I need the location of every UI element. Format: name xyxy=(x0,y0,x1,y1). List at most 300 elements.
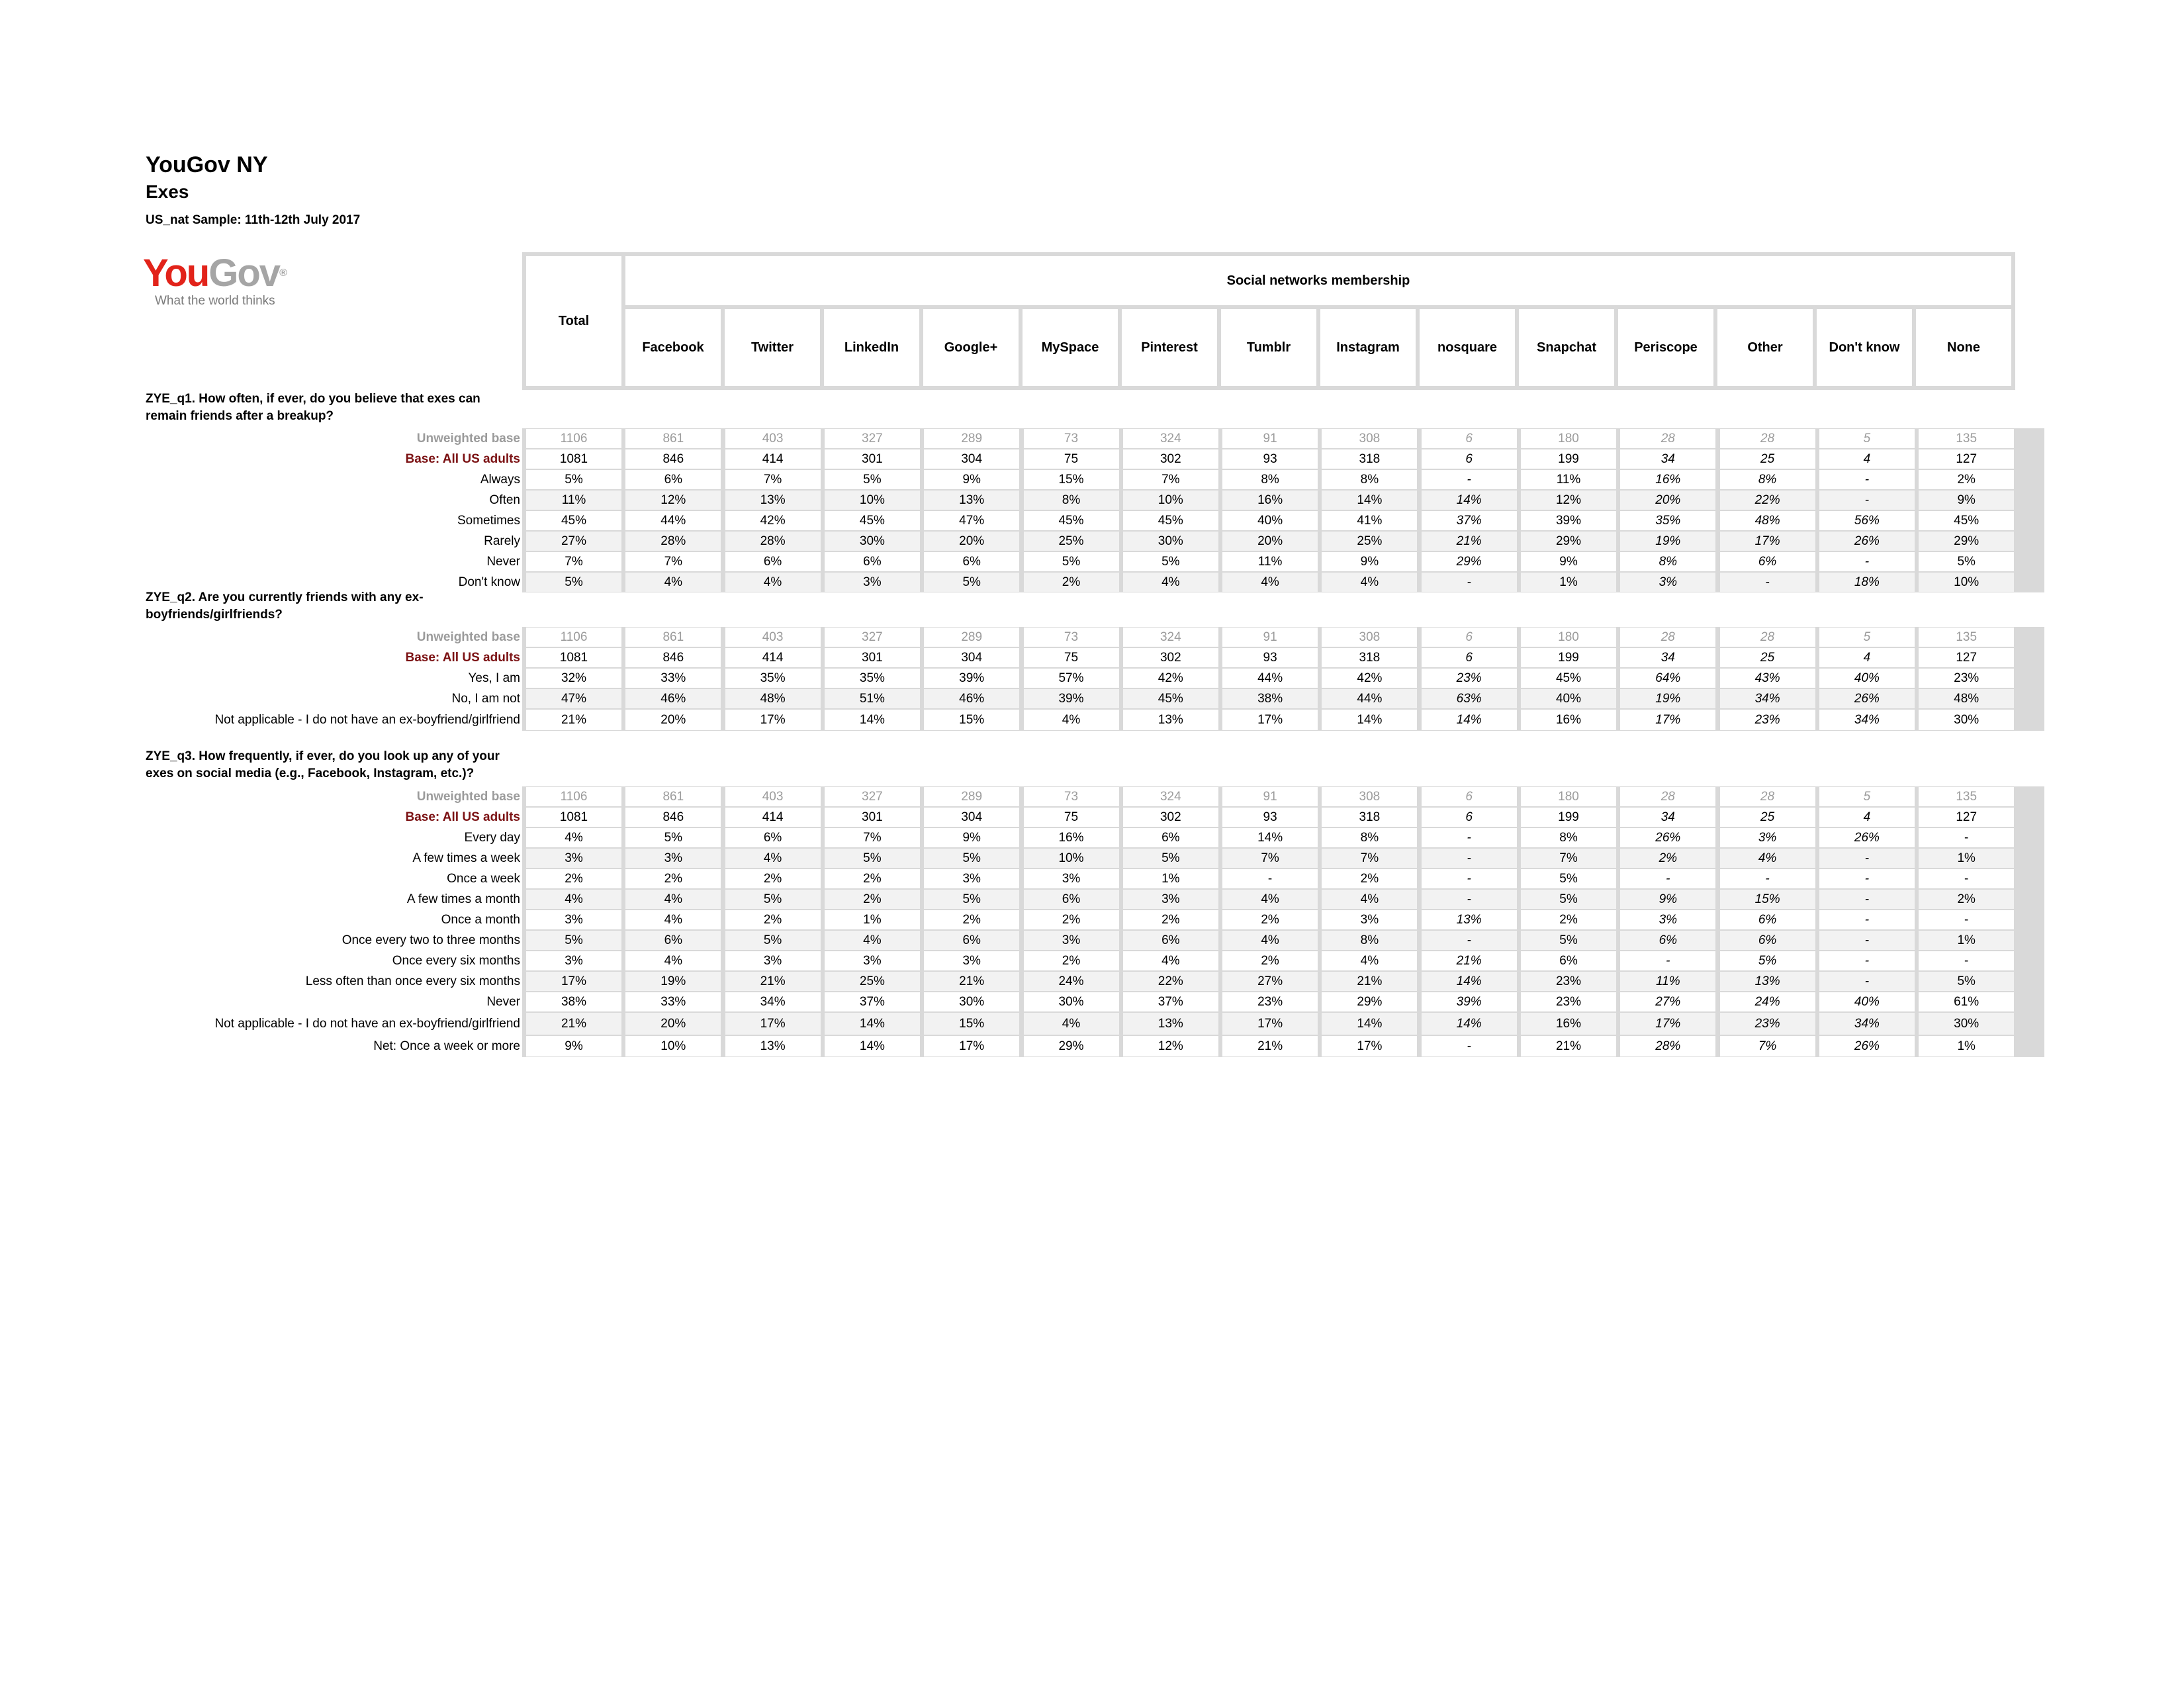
table-cell: 8% xyxy=(1222,470,1318,489)
table-cell: - xyxy=(1819,470,1915,489)
table-cell: 10% xyxy=(1123,491,1218,510)
table-cell: 2% xyxy=(1024,951,1119,970)
table-cell: 2% xyxy=(1322,869,1417,888)
table-cell: 289 xyxy=(924,628,1019,647)
table-cell: 10% xyxy=(625,1036,721,1056)
row-label: Never xyxy=(486,555,520,569)
table-cell: 3% xyxy=(1024,931,1119,950)
table-cell: 30% xyxy=(1919,1013,2014,1035)
table-cell: 27% xyxy=(1620,992,1715,1011)
row-label: Not applicable - I do not have an ex-boyfriend/girlfriend xyxy=(214,713,520,727)
table-cell: 5% xyxy=(526,470,621,489)
table-cell: 4% xyxy=(1024,1013,1119,1035)
row-label: Once every six months xyxy=(392,954,520,968)
table-cell: 6 xyxy=(1422,648,1517,667)
table-cell: 4% xyxy=(1123,951,1218,970)
table-cell: 8% xyxy=(1322,470,1417,489)
table-cell: 5% xyxy=(1720,951,1815,970)
logo-tagline: What the world thinks xyxy=(155,294,275,308)
column-header: None xyxy=(1916,309,2011,386)
table-cell: - xyxy=(1222,869,1318,888)
table-cell: - xyxy=(1620,951,1715,970)
table-cell: 2% xyxy=(1024,910,1119,929)
table-cell: 7% xyxy=(725,470,821,489)
row-label: Base: All US adults xyxy=(405,651,520,665)
row-label: Once a month xyxy=(441,913,520,927)
table-cell: 4% xyxy=(625,910,721,929)
table-cell: 6% xyxy=(625,470,721,489)
table-cell: 42% xyxy=(1322,669,1417,688)
table-cell: 403 xyxy=(725,787,821,806)
table-cell: 39% xyxy=(1422,992,1517,1011)
table-cell: 304 xyxy=(924,808,1019,827)
table-cell: 38% xyxy=(1222,689,1318,708)
table-cell: 4% xyxy=(1322,573,1417,592)
table-cell: 34% xyxy=(725,992,821,1011)
row-label: Unweighted base xyxy=(416,790,520,804)
table-cell: 35% xyxy=(825,669,920,688)
table-cell: 91 xyxy=(1222,787,1318,806)
table-cell: 135 xyxy=(1919,429,2014,448)
table-cell: 324 xyxy=(1123,429,1218,448)
table-cell: - xyxy=(1819,910,1915,929)
table-cell: 28% xyxy=(625,532,721,551)
table-cell: 15% xyxy=(924,1013,1019,1035)
table-cell: 199 xyxy=(1521,808,1616,827)
table-cell: 22% xyxy=(1123,972,1218,991)
table-cell: 29% xyxy=(1322,992,1417,1011)
table-cell: 861 xyxy=(625,787,721,806)
table-cell: - xyxy=(1422,931,1517,950)
table-cell: 5 xyxy=(1819,429,1915,448)
table-cell: 3% xyxy=(924,869,1019,888)
table-cell: 14% xyxy=(1422,710,1517,730)
table-cell: 2% xyxy=(825,869,920,888)
row-label: Rarely xyxy=(484,534,520,548)
table-cell: 2% xyxy=(1521,910,1616,929)
table-cell: 75 xyxy=(1024,449,1119,469)
table-cell: 3% xyxy=(725,951,821,970)
table-cell: 1106 xyxy=(526,628,621,647)
table-cell: 56% xyxy=(1819,511,1915,530)
table-cell: 28 xyxy=(1720,429,1815,448)
table-cell: 2% xyxy=(1222,910,1318,929)
table-cell: 846 xyxy=(625,449,721,469)
table-cell: 26% xyxy=(1819,828,1915,847)
table-cell: 40% xyxy=(1819,669,1915,688)
table-cell: 14% xyxy=(1322,1013,1417,1035)
table-cell: 34 xyxy=(1620,449,1715,469)
table-cell: 13% xyxy=(924,491,1019,510)
table-cell: 45% xyxy=(526,511,621,530)
table-cell: 327 xyxy=(825,429,920,448)
table-cell: 39% xyxy=(1521,511,1616,530)
table-cell: 6% xyxy=(725,828,821,847)
table-cell: - xyxy=(1819,491,1915,510)
table-cell: 3% xyxy=(1322,910,1417,929)
table-cell: 41% xyxy=(1322,511,1417,530)
row-label: Never xyxy=(486,995,520,1009)
table-cell: 17% xyxy=(1322,1036,1417,1056)
table-cell: 21% xyxy=(1422,951,1517,970)
table-cell: 21% xyxy=(725,972,821,991)
table-cell: 4% xyxy=(1222,931,1318,950)
table-cell: 2% xyxy=(1222,951,1318,970)
table-cell: 327 xyxy=(825,628,920,647)
table-cell: 24% xyxy=(1720,992,1815,1011)
table-cell: 11% xyxy=(526,491,621,510)
row-label: Less often than once every six months xyxy=(305,974,520,988)
table-cell: 25% xyxy=(825,972,920,991)
table-cell: 9% xyxy=(924,470,1019,489)
table-cell: 12% xyxy=(625,491,721,510)
table-cell: 13% xyxy=(1720,972,1815,991)
table-cell: 22% xyxy=(1720,491,1815,510)
table-cell: 75 xyxy=(1024,648,1119,667)
table-cell: 34% xyxy=(1720,689,1815,708)
table-cell: 13% xyxy=(1123,710,1218,730)
table-cell: 20% xyxy=(625,1013,721,1035)
table-cell: 318 xyxy=(1322,808,1417,827)
table-cell: 17% xyxy=(725,710,821,730)
table-cell: 29% xyxy=(1024,1036,1119,1056)
table-cell: 180 xyxy=(1521,429,1616,448)
row-label: A few times a month xyxy=(406,892,520,906)
table-cell: 127 xyxy=(1919,449,2014,469)
table-cell: 28 xyxy=(1720,787,1815,806)
table-cell: 45% xyxy=(1024,511,1119,530)
table-cell: 13% xyxy=(725,1036,821,1056)
table-cell: 93 xyxy=(1222,808,1318,827)
question-label: ZYE_q1. How often, if ever, do you believe that exes can remain friends after a breakup? xyxy=(146,392,480,423)
table-cell: 6% xyxy=(1720,910,1815,929)
table-cell: 19% xyxy=(1620,532,1715,551)
table-cell: 20% xyxy=(1222,532,1318,551)
table-cell: 23% xyxy=(1720,710,1815,730)
table-cell: 14% xyxy=(825,710,920,730)
table-cell: - xyxy=(1720,869,1815,888)
table-cell: - xyxy=(1919,951,2014,970)
table-cell: 7% xyxy=(1123,470,1218,489)
table-cell: 14% xyxy=(1422,972,1517,991)
table-cell: 34% xyxy=(1819,710,1915,730)
table-cell: 91 xyxy=(1222,628,1318,647)
table-cell: 8% xyxy=(1024,491,1119,510)
row-label: Base: All US adults xyxy=(405,452,520,466)
table-cell: 16% xyxy=(1521,710,1616,730)
table-cell: 4% xyxy=(526,890,621,909)
table-cell: 23% xyxy=(1422,669,1517,688)
row-label: Base: All US adults xyxy=(405,810,520,824)
logo-word-red: You xyxy=(143,252,209,295)
table-cell: 1081 xyxy=(526,808,621,827)
table-cell: 39% xyxy=(1024,689,1119,708)
table-cell: 13% xyxy=(1123,1013,1218,1035)
table-cell: 45% xyxy=(1123,511,1218,530)
table-cell: 28 xyxy=(1620,628,1715,647)
table-cell: 25 xyxy=(1720,449,1815,469)
row-label: Always xyxy=(480,473,520,487)
table-cell: 2% xyxy=(1919,470,2014,489)
table-cell: 9% xyxy=(1521,552,1616,571)
table-cell: 3% xyxy=(1620,910,1715,929)
row-label: Don't know xyxy=(458,575,520,589)
table-cell: 6% xyxy=(825,552,920,571)
table-cell: 57% xyxy=(1024,669,1119,688)
table-cell: 135 xyxy=(1919,628,2014,647)
table-cell: 11% xyxy=(1521,470,1616,489)
row-label: Once a week xyxy=(447,872,520,886)
table-cell: 26% xyxy=(1819,689,1915,708)
table-cell: 29% xyxy=(1521,532,1616,551)
table-cell: 46% xyxy=(924,689,1019,708)
table-cell: 16% xyxy=(1222,491,1318,510)
table-cell: - xyxy=(1819,931,1915,950)
report-title: YouGov NY xyxy=(146,152,268,177)
table-cell: 61% xyxy=(1919,992,2014,1011)
column-header: Don't know xyxy=(1817,309,1912,386)
table-cell: 6 xyxy=(1422,449,1517,469)
table-cell: 302 xyxy=(1123,648,1218,667)
table-cell: 14% xyxy=(1222,828,1318,847)
table-cell: 51% xyxy=(825,689,920,708)
table-cell: 34 xyxy=(1620,808,1715,827)
table-cell: 1% xyxy=(1521,573,1616,592)
table-cell: 2% xyxy=(1919,890,2014,909)
table-cell: 43% xyxy=(1720,669,1815,688)
table-cell: 324 xyxy=(1123,787,1218,806)
table-cell: 93 xyxy=(1222,648,1318,667)
table-cell: 14% xyxy=(825,1036,920,1056)
table-cell: 4% xyxy=(1322,951,1417,970)
table-cell: 1% xyxy=(1123,869,1218,888)
table-cell: 5% xyxy=(526,931,621,950)
table-cell: 6% xyxy=(725,552,821,571)
table-cell: 17% xyxy=(1620,710,1715,730)
table-cell: 3% xyxy=(825,573,920,592)
table-cell: 7% xyxy=(1720,1036,1815,1056)
table-cell: 33% xyxy=(625,669,721,688)
column-header: Google+ xyxy=(923,309,1019,386)
table-cell: 23% xyxy=(1521,992,1616,1011)
table-cell: 29% xyxy=(1919,532,2014,551)
table-cell: 40% xyxy=(1819,992,1915,1011)
table-cell: 6% xyxy=(1720,552,1815,571)
table-cell: 47% xyxy=(924,511,1019,530)
table-cell: 3% xyxy=(625,849,721,868)
table-cell: 6% xyxy=(625,931,721,950)
table-cell: 47% xyxy=(526,689,621,708)
table-cell: 73 xyxy=(1024,429,1119,448)
table-cell: 28 xyxy=(1720,628,1815,647)
table-cell: 27% xyxy=(1222,972,1318,991)
table-cell: 23% xyxy=(1222,992,1318,1011)
table-cell: 2% xyxy=(1123,910,1218,929)
table-cell: 5% xyxy=(825,470,920,489)
table-cell: 16% xyxy=(1024,828,1119,847)
table-cell: 1% xyxy=(1919,849,2014,868)
table-cell: 26% xyxy=(1819,532,1915,551)
table-cell: 14% xyxy=(1322,710,1417,730)
table-cell: 301 xyxy=(825,808,920,827)
table-cell: 9% xyxy=(1620,890,1715,909)
table-cell: 1% xyxy=(1919,1036,2014,1056)
column-header: Other xyxy=(1717,309,1813,386)
table-cell: - xyxy=(1819,890,1915,909)
table-cell: 327 xyxy=(825,787,920,806)
row-label: Unweighted base xyxy=(416,432,520,445)
row-label: Often xyxy=(489,493,520,507)
table-cell: 414 xyxy=(725,449,821,469)
table-cell: 25 xyxy=(1720,808,1815,827)
table-cell: 5% xyxy=(725,890,821,909)
table-cell: 6% xyxy=(1123,828,1218,847)
table-cell: 44% xyxy=(1322,689,1417,708)
table-cell: 5% xyxy=(924,573,1019,592)
table-cell: 5% xyxy=(825,849,920,868)
table-cell: 5% xyxy=(1123,849,1218,868)
table-cell: 135 xyxy=(1919,787,2014,806)
column-header: nosquare xyxy=(1420,309,1515,386)
table-cell: 6% xyxy=(1521,951,1616,970)
table-cell: 46% xyxy=(625,689,721,708)
table-cell: 4% xyxy=(1720,849,1815,868)
table-cell: 37% xyxy=(1123,992,1218,1011)
table-cell: 4% xyxy=(725,573,821,592)
table-cell: - xyxy=(1919,910,2014,929)
yougov-logo: YouGov® What the world thinks xyxy=(143,254,302,307)
table-cell: 308 xyxy=(1322,787,1417,806)
table-cell: 1% xyxy=(825,910,920,929)
table-cell: 23% xyxy=(1919,669,2014,688)
table-cell: 25% xyxy=(1024,532,1119,551)
table-cell: 23% xyxy=(1521,972,1616,991)
table-cell: 2% xyxy=(1024,573,1119,592)
table-cell: - xyxy=(1422,890,1517,909)
table-cell: 17% xyxy=(1620,1013,1715,1035)
table-cell: 28 xyxy=(1620,787,1715,806)
table-cell: 30% xyxy=(1919,710,2014,730)
table-cell: 3% xyxy=(924,951,1019,970)
table-cell: 21% xyxy=(1422,532,1517,551)
table-cell: 17% xyxy=(1222,710,1318,730)
table-cell: 40% xyxy=(1521,689,1616,708)
column-header: Instagram xyxy=(1320,309,1416,386)
table-cell: 48% xyxy=(725,689,821,708)
row-label: Once every two to three months xyxy=(341,933,520,947)
table-cell: - xyxy=(1819,951,1915,970)
table-cell: 13% xyxy=(725,491,821,510)
table-cell: 6% xyxy=(1123,931,1218,950)
table-cell: 5% xyxy=(1521,931,1616,950)
table-cell: 26% xyxy=(1819,1036,1915,1056)
table-cell: 4% xyxy=(825,931,920,950)
table-cell: 21% xyxy=(924,972,1019,991)
table-cell: 14% xyxy=(1422,491,1517,510)
table-cell: 301 xyxy=(825,449,920,469)
table-cell: 12% xyxy=(1521,491,1616,510)
column-header: Snapchat xyxy=(1519,309,1614,386)
table-cell: 6% xyxy=(1024,890,1119,909)
table-cell: 15% xyxy=(1024,470,1119,489)
table-cell: 63% xyxy=(1422,689,1517,708)
row-label: Sometimes xyxy=(457,514,520,528)
table-cell: 33% xyxy=(625,992,721,1011)
table-cell: 4 xyxy=(1819,808,1915,827)
table-cell: 17% xyxy=(1222,1013,1318,1035)
row-label: Every day xyxy=(464,831,520,845)
table-cell: 1% xyxy=(1919,931,2014,950)
table-cell: 7% xyxy=(625,552,721,571)
table-cell: 45% xyxy=(1521,669,1616,688)
table-cell: 93 xyxy=(1222,449,1318,469)
sample-description: US_nat Sample: 11th-12th July 2017 xyxy=(146,213,361,227)
table-cell: 27% xyxy=(526,532,621,551)
table-cell: 45% xyxy=(1123,689,1218,708)
table-cell: 180 xyxy=(1521,628,1616,647)
table-cell: 180 xyxy=(1521,787,1616,806)
table-cell: 25 xyxy=(1720,648,1815,667)
table-cell: - xyxy=(1422,470,1517,489)
table-cell: 35% xyxy=(725,669,821,688)
row-label: Yes, I am xyxy=(468,671,520,685)
table-cell: 1081 xyxy=(526,648,621,667)
table-cell: 846 xyxy=(625,648,721,667)
table-cell: 11% xyxy=(1222,552,1318,571)
table-cell: 2% xyxy=(725,869,821,888)
table-cell: 4 xyxy=(1819,449,1915,469)
table-cell: 10% xyxy=(825,491,920,510)
table-cell: 21% xyxy=(1521,1036,1616,1056)
table-cell: 28% xyxy=(725,532,821,551)
table-cell: 7% xyxy=(825,828,920,847)
table-cell: 3% xyxy=(1024,869,1119,888)
table-cell: 5% xyxy=(1521,869,1616,888)
table-cell: - xyxy=(1422,869,1517,888)
table-cell: 14% xyxy=(1422,1013,1517,1035)
table-cell: 10% xyxy=(1919,573,2014,592)
table-cell: 6 xyxy=(1422,808,1517,827)
table-cell: 5% xyxy=(1919,552,2014,571)
table-cell: - xyxy=(1620,869,1715,888)
table-cell: 2% xyxy=(825,890,920,909)
table-cell: 308 xyxy=(1322,429,1417,448)
table-cell: 2% xyxy=(625,869,721,888)
column-header: MySpace xyxy=(1023,309,1118,386)
table-cell: 3% xyxy=(1620,573,1715,592)
table-cell: 7% xyxy=(526,552,621,571)
table-cell: 127 xyxy=(1919,808,2014,827)
table-cell: 6% xyxy=(1720,931,1815,950)
table-cell: 21% xyxy=(526,1013,621,1035)
table-cell: 14% xyxy=(1322,491,1417,510)
report-subtitle: Exes xyxy=(146,181,189,202)
table-cell: 19% xyxy=(625,972,721,991)
table-cell: 28 xyxy=(1620,429,1715,448)
table-cell: 4% xyxy=(725,849,821,868)
table-cell: 199 xyxy=(1521,648,1616,667)
table-cell: 9% xyxy=(1919,491,2014,510)
column-header: Pinterest xyxy=(1122,309,1217,386)
table-cell: 302 xyxy=(1123,449,1218,469)
column-header: Tumblr xyxy=(1221,309,1316,386)
column-group-header: Social networks membership xyxy=(625,256,2011,305)
table-cell: 45% xyxy=(825,511,920,530)
table-cell: - xyxy=(1819,869,1915,888)
column-header: Twitter xyxy=(725,309,820,386)
table-cell: 414 xyxy=(725,648,821,667)
table-cell: - xyxy=(1819,972,1915,991)
